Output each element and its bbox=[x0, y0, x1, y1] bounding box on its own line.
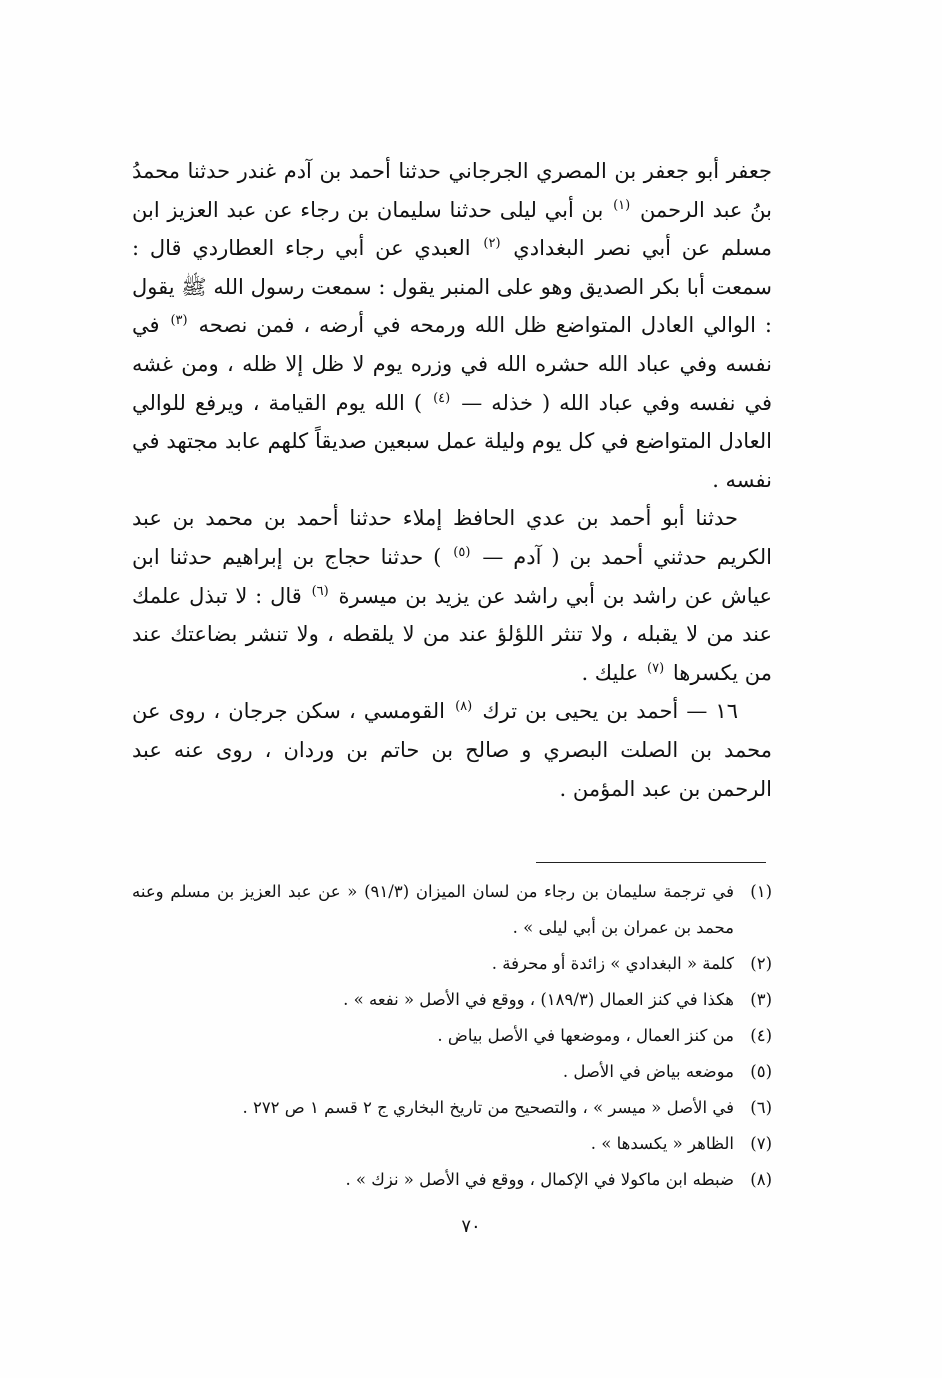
footnote-number: (٨) bbox=[750, 1170, 772, 1189]
footnote-text: من كنز العمال ، وموضعها في الأصل بياض . bbox=[437, 1026, 734, 1045]
page-number: ٧٠ bbox=[461, 1216, 481, 1237]
footnote-text: الظاهر « يكسدها » . bbox=[590, 1134, 734, 1153]
footnote-ref-7: (٧) bbox=[647, 660, 665, 676]
text-segment: عليك . bbox=[581, 660, 639, 685]
paragraph-entry-16 bbox=[132, 692, 772, 808]
text-segment: جعفر أبو جعفر بن المصري الجرجاني حدثنا أحمد بن آدم غندر حدثنا محمدُ بنُ عبد الرحمن bbox=[132, 159, 772, 222]
footnote-item bbox=[132, 1126, 772, 1162]
footnote-item bbox=[132, 1018, 772, 1054]
footnote-text: هكذا في كنز العمال (١٨٩/٣) ، ووقع في الأصل « نفعه » . bbox=[343, 990, 734, 1009]
paragraph-hadith-1 bbox=[132, 152, 772, 499]
footnote-number: (٥) bbox=[750, 1062, 772, 1081]
footnote-text: كلمة « البغدادي » زائدة أو محرفة . bbox=[491, 954, 734, 973]
text-segment: ) حدثنا حجاج بن إبراهيم حدثنا ابن عياش عن راشد بن أبي راشد عن يزيد بن ميسرة bbox=[132, 544, 772, 608]
text-segment: حدثنا أبو أحمد بن عدي الحافظ إملاء حدثنا أحمد بن محمد بن عبد الكريم حدثني أحمد بن ( آدم — bbox=[132, 506, 772, 569]
footnote-text: موضعه بياض في الأصل . bbox=[562, 1062, 734, 1081]
footnote-item bbox=[132, 1054, 772, 1090]
text-segment: ) الله يوم القيامة ، ويرفع للوالي العادل المتواضع في كل يوم وليلة عمل سبعين صديقاً كلهم عابد مجتهد في نفسه . bbox=[132, 390, 772, 492]
footnote-ref-1: (١) bbox=[613, 197, 631, 213]
footnote-ref-4: (٤) bbox=[433, 390, 451, 406]
text-segment: القومسي ، سكن جرجان ، روى عن محمد بن الصلت البصري و صالح بن حاتم بن وردان ، روى عنه عبد الرحمن بن عبد المؤمن . bbox=[132, 699, 772, 801]
footnote-text: ضبطه ابن ماكولا في الإكمال ، ووقع في الأصل « نزك » . bbox=[345, 1170, 734, 1189]
footnote-text: في ترجمة سليمان بن رجاء من لسان الميزان (٩١/٣) « عن عبد العزيز بن مسلم وعنه محمد بن عمران بن أبي ليلى » . bbox=[132, 882, 734, 937]
footnote-item bbox=[132, 1162, 772, 1198]
footnote-item bbox=[132, 1090, 772, 1126]
footnote-number: (٦) bbox=[750, 1098, 772, 1117]
footnote-number: (١) bbox=[750, 882, 772, 901]
text-segment: العبدي عن أبي رجاء العطاردي قال : سمعت أبا بكر الصديق وهو على المنبر يقول : سمعت رسول الله ﷺ يقول : الوالي العادل المتواضع ظل الله ورمحه في أرضه ، فمن نصحه bbox=[132, 236, 772, 338]
footnote-divider bbox=[536, 862, 766, 863]
footnotes bbox=[132, 874, 772, 1198]
footnote-number: (٤) bbox=[750, 1026, 772, 1045]
text-segment: قال : لا تبذل علمك عند من لا يقبله ، ولا تنثر اللؤلؤ عند من لا يلقطه ، ولا تنشر بضاعتك عند من يكسرها bbox=[132, 583, 772, 685]
footnote-ref-8: (٨) bbox=[455, 699, 473, 715]
footnote-ref-5: (٥) bbox=[453, 544, 471, 560]
footnote-number: (٢) bbox=[750, 954, 772, 973]
footnote-ref-6: (٦) bbox=[311, 583, 329, 599]
footnote-item bbox=[132, 946, 772, 982]
footnote-number: (٧) bbox=[750, 1134, 772, 1153]
footnote-item bbox=[132, 874, 772, 946]
text-segment: ١٦ — أحمد بن يحيى بن ترك bbox=[482, 699, 738, 724]
paragraph-hadith-2 bbox=[132, 499, 772, 692]
footnote-ref-2: (٢) bbox=[483, 236, 501, 252]
footnote-text: في الأصل « ميسر » ، والتصحيح من تاريخ البخاري ج ٢ قسم ١ ص ٢٧٢ . bbox=[242, 1098, 734, 1117]
footnote-ref-3: (٣) bbox=[170, 313, 188, 329]
text-segment: في نفسه وفي عباد الله حشره الله في وزره يوم لا ظل إلا ظله ، ومن غشه في نفسه وفي عباد الله ( خذله — bbox=[132, 313, 773, 415]
footnote-number: (٣) bbox=[750, 990, 772, 1009]
main-text bbox=[132, 152, 772, 808]
text-segment: بن أبي ليلى حدثنا سليمان بن رجاء عن عبد العزيز ابن مسلم عن أبي نصر البغدادي bbox=[132, 197, 772, 261]
footnote-item bbox=[132, 982, 772, 1018]
